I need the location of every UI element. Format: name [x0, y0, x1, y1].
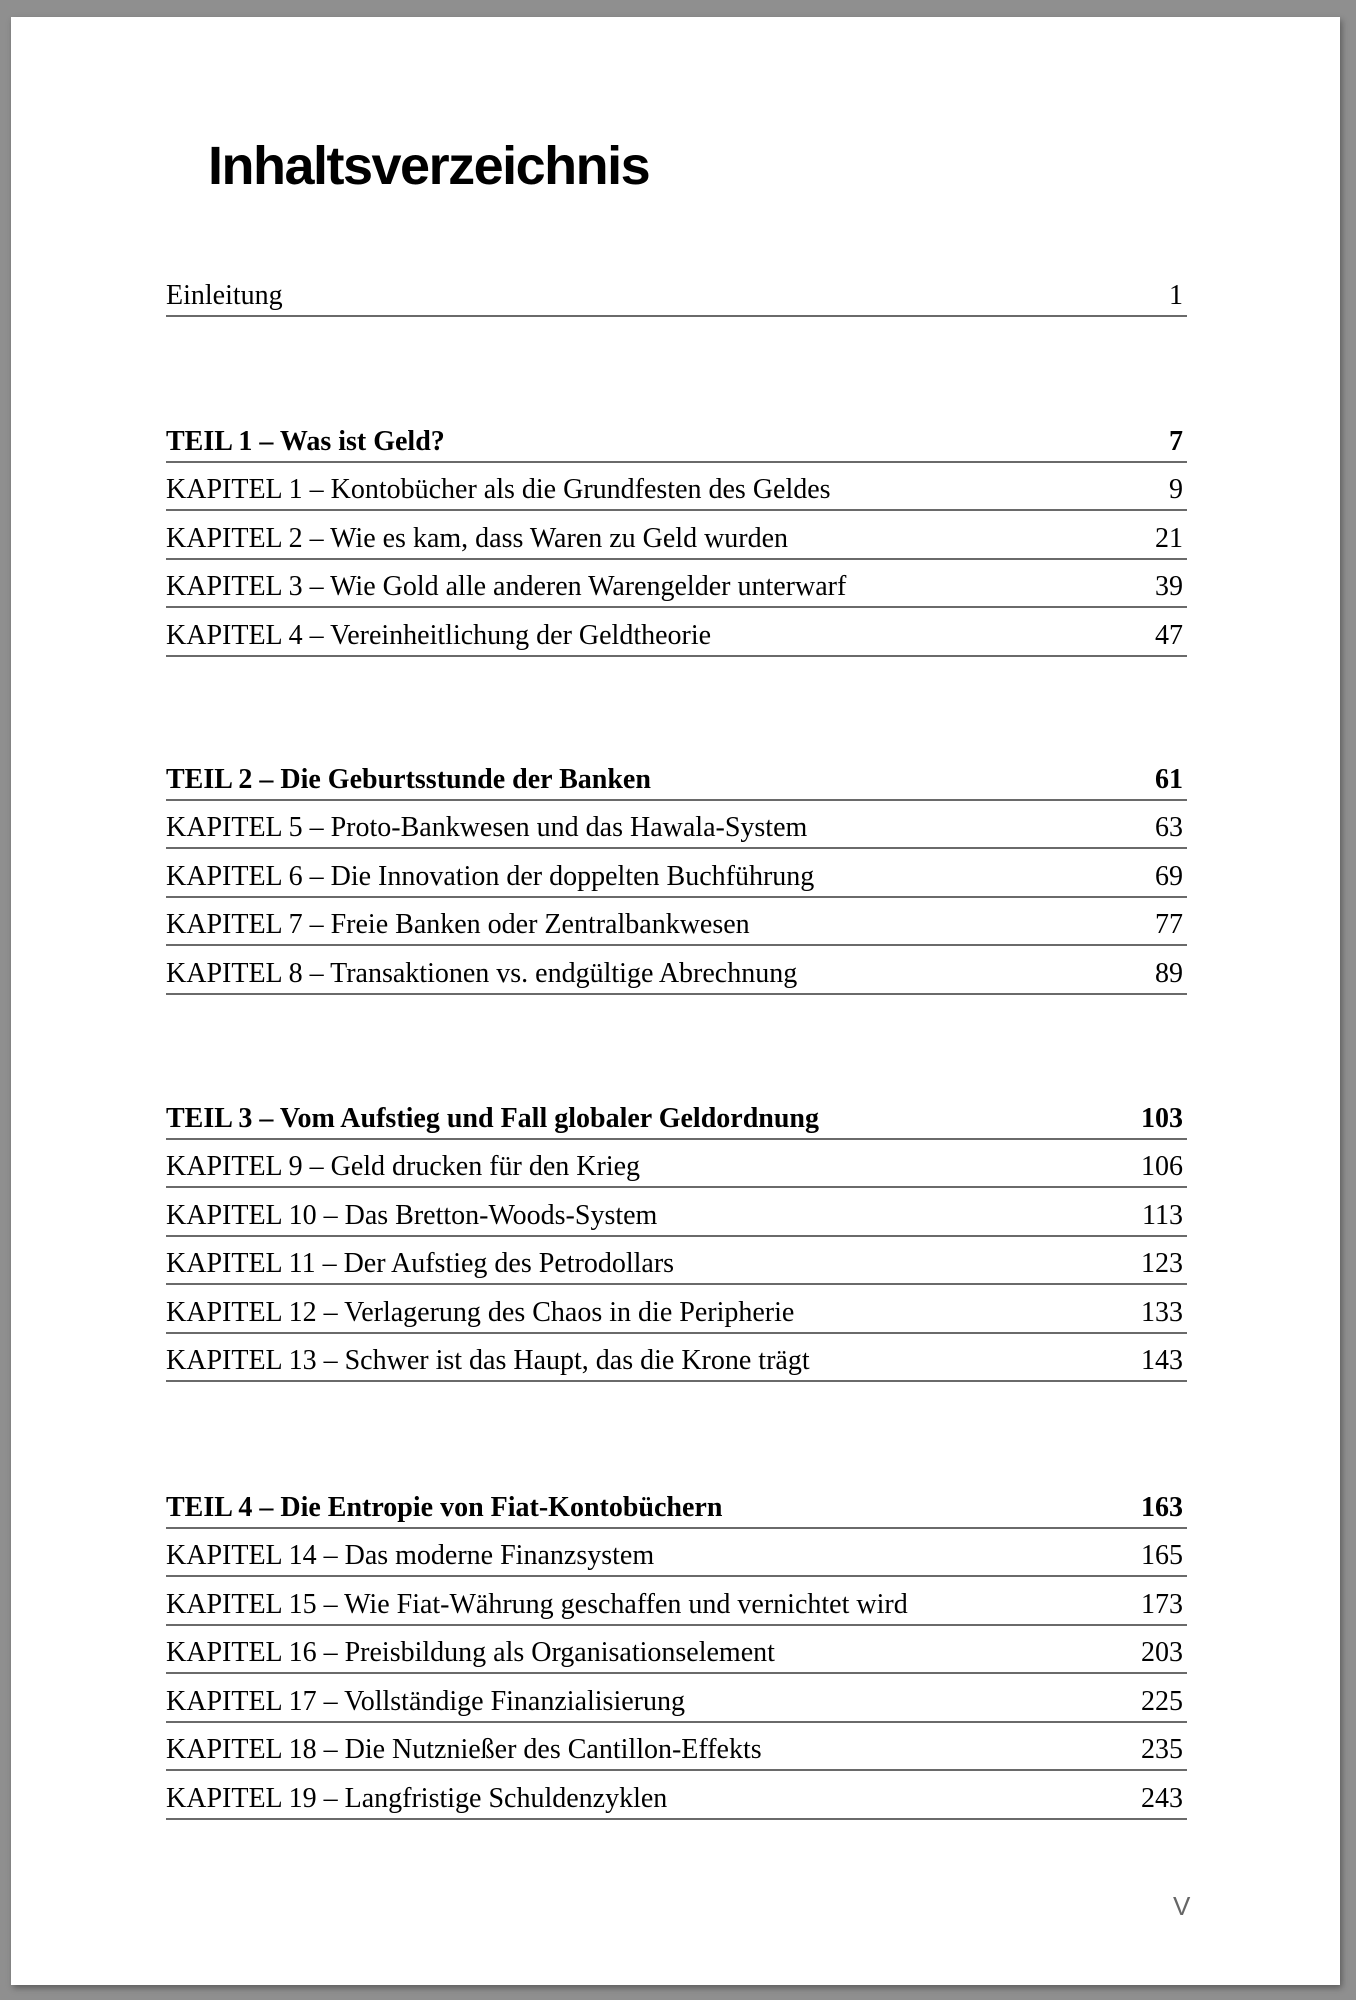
- toc-chapter-entry[interactable]: [166, 946, 1187, 995]
- entry-label: KAPITEL 4 – Vereinheitlichung der Geldtheorie: [166, 619, 712, 651]
- toc-part-heading[interactable]: [166, 1091, 1187, 1140]
- entry-label: KAPITEL 13 – Schwer ist das Haupt, das die Krone trägt: [166, 1345, 810, 1376]
- entry-page: 39: [1155, 571, 1183, 602]
- entry-label: KAPITEL 12 – Verlagerung des Chaos in die Peripherie: [166, 1296, 795, 1328]
- entry-label: KAPITEL 3 – Wie Gold alle anderen Warengelder unterwarf: [166, 571, 847, 602]
- toc-chapter-entry[interactable]: [166, 801, 1187, 850]
- entry-page: 203: [1141, 1637, 1183, 1668]
- toc-intro: [166, 268, 1187, 317]
- document-page: [11, 17, 1340, 1985]
- toc-chapter-entry[interactable]: [166, 1334, 1187, 1383]
- entry-label: KAPITEL 2 – Wie es kam, dass Waren zu Geld wurden: [166, 522, 789, 554]
- entry-page: 243: [1141, 1782, 1183, 1814]
- entry-page: 106: [1141, 1151, 1183, 1182]
- toc-chapter-entry[interactable]: [166, 1188, 1187, 1237]
- entry-page: 133: [1141, 1296, 1183, 1328]
- toc-chapter-entry[interactable]: [166, 463, 1187, 512]
- entry-label: TEIL 4 – Die Entropie von Fiat-Kontobüchern: [166, 1491, 723, 1523]
- toc-part: [166, 1091, 1187, 1382]
- toc-chapter-entry[interactable]: [166, 1237, 1187, 1286]
- entry-page: 47: [1155, 619, 1183, 651]
- entry-label: KAPITEL 16 – Preisbildung als Organisationselement: [166, 1637, 775, 1668]
- entry-page: 7: [1169, 425, 1183, 457]
- toc-chapter-entry[interactable]: [166, 1529, 1187, 1578]
- entry-page: 103: [1141, 1102, 1183, 1134]
- entry-label: KAPITEL 8 – Transaktionen vs. endgültige Abrechnung: [166, 957, 798, 989]
- toc-chapter-entry[interactable]: [166, 511, 1187, 560]
- entry-label: KAPITEL 10 – Das Bretton-Woods-System: [166, 1199, 658, 1231]
- entry-label: KAPITEL 19 – Langfristige Schuldenzyklen: [166, 1782, 668, 1814]
- toc-chapter-entry[interactable]: [166, 898, 1187, 947]
- entry-page: 61: [1155, 763, 1183, 795]
- entry-page: 165: [1141, 1540, 1183, 1571]
- entry-label: Einleitung: [166, 279, 283, 311]
- toc-chapter-entry[interactable]: [166, 1285, 1187, 1334]
- toc-part-heading[interactable]: [166, 1480, 1187, 1529]
- entry-label: TEIL 1 – Was ist Geld?: [166, 425, 445, 457]
- toc-part: [166, 414, 1187, 657]
- toc-entry-intro[interactable]: [166, 268, 1187, 317]
- entry-label: KAPITEL 7 – Freie Banken oder Zentralbankwesen: [166, 909, 750, 940]
- toc-chapter-entry[interactable]: [166, 849, 1187, 898]
- toc-chapter-entry[interactable]: [166, 1723, 1187, 1772]
- toc-chapter-entry[interactable]: [166, 1771, 1187, 1820]
- toc-chapter-entry[interactable]: [166, 1140, 1187, 1189]
- entry-label: TEIL 3 – Vom Aufstieg und Fall globaler Geldordnung: [166, 1102, 819, 1134]
- toc-chapter-entry[interactable]: [166, 1626, 1187, 1675]
- toc-part-heading[interactable]: [166, 414, 1187, 463]
- entry-label: KAPITEL 14 – Das moderne Finanzsystem: [166, 1540, 655, 1571]
- entry-page: 225: [1141, 1685, 1183, 1717]
- entry-page: 21: [1155, 522, 1183, 554]
- page-number: V: [1173, 1891, 1191, 1921]
- entry-label: KAPITEL 11 – Der Aufstieg des Petrodollars: [166, 1248, 675, 1279]
- entry-page: 163: [1141, 1491, 1183, 1523]
- page-title: Inhaltsverzeichnis: [208, 136, 650, 196]
- entry-page: 9: [1169, 474, 1183, 505]
- entry-page: 235: [1141, 1734, 1183, 1765]
- toc-part-heading[interactable]: [166, 752, 1187, 801]
- entry-label: KAPITEL 17 – Vollständige Finanzialisierung: [166, 1685, 685, 1717]
- toc-chapter-entry[interactable]: [166, 1577, 1187, 1626]
- entry-label: KAPITEL 1 – Kontobücher als die Grundfesten des Geldes: [166, 474, 831, 505]
- entry-page: 69: [1155, 860, 1183, 892]
- entry-label: KAPITEL 18 – Die Nutznießer des Cantillon-Effekts: [166, 1734, 762, 1765]
- entry-page: 113: [1142, 1199, 1183, 1231]
- entry-page: 1: [1169, 279, 1183, 311]
- toc-part: [166, 752, 1187, 995]
- toc-part: [166, 1480, 1187, 1820]
- entry-page: 123: [1141, 1248, 1183, 1279]
- toc-chapter-entry[interactable]: [166, 608, 1187, 657]
- entry-page: 63: [1155, 812, 1183, 843]
- entry-label: TEIL 2 – Die Geburtsstunde der Banken: [166, 763, 651, 795]
- entry-page: 173: [1141, 1588, 1183, 1620]
- entry-label: KAPITEL 6 – Die Innovation der doppelten Buchführung: [166, 860, 815, 892]
- entry-label: KAPITEL 9 – Geld drucken für den Krieg: [166, 1151, 641, 1182]
- entry-page: 77: [1155, 909, 1183, 940]
- entry-label: KAPITEL 15 – Wie Fiat-Währung geschaffen und vernichtet wird: [166, 1588, 908, 1620]
- toc-chapter-entry[interactable]: [166, 1674, 1187, 1723]
- entry-page: 89: [1155, 957, 1183, 989]
- entry-page: 143: [1141, 1345, 1183, 1376]
- toc-chapter-entry[interactable]: [166, 560, 1187, 609]
- entry-label: KAPITEL 5 – Proto-Bankwesen und das Hawala-System: [166, 812, 808, 843]
